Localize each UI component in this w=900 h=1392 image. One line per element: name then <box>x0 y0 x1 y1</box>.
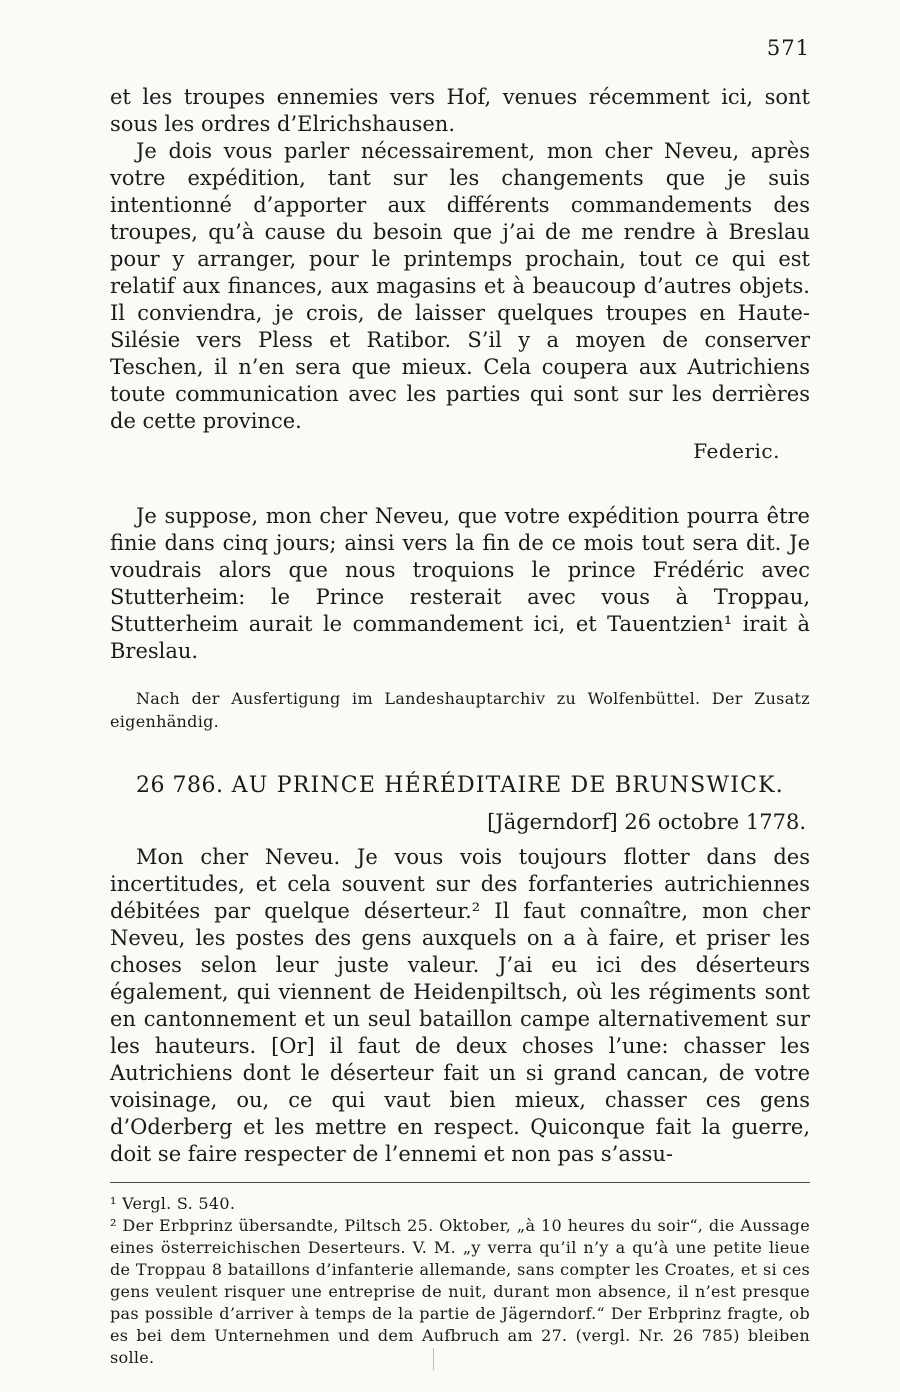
scan-mark <box>433 1348 434 1370</box>
dateline: [Jägerndorf] 26 octobre 1778. <box>487 810 806 834</box>
page-number: 571 <box>766 36 810 60</box>
letter2-body <box>110 844 810 1168</box>
document-number: 26 786. <box>135 773 224 798</box>
signature: Federic. <box>693 439 780 463</box>
footnotes <box>110 1193 810 1369</box>
letter2-paragraph: Mon cher Neveu. Je vous vois toujours flotter dans des incertitudes, et cela souvent sur des forfanteries autrichiennes débitées par quelque déserteur.² Il faut connaître, mon cher Neveu, les postes des gens auxquels on a à faire, et priser les choses selon leur juste valeur. J’ai eu ici des déserteurs également, qui viennent de Heidenpiltsch, où les régiments sont en cantonnement et un seul bataillon campe alternativement sur les hauteurs. [Or] il faut de deux choses l’une: chasser les Autrichiens dont le déserteur fait un si grand cancan, de votre voisinage, ou, ce qui vaut bien mieux, chasser ces gens d’Oderberg et les mettre en respect. Quiconque fait la guerre, doit se faire respecter de l’ennemi et non pas s’assu- <box>110 845 810 1166</box>
document-page <box>110 36 810 1369</box>
footnote-1: ¹ Vergl. S. 540. <box>110 1194 236 1213</box>
letter-body <box>110 84 810 435</box>
document-heading <box>110 773 810 798</box>
footnote-2: ² Der Erbprinz übersandte, Piltsch 25. Oktober, „à 10 heures du soir“, die Aussage eines österreichischen Deserteurs. V. M. „y verra qu’il n’y a qu’à une petite lieue de Troppau 8 bataillons d’infanterie allemande, sans compter les Croates, et si ces gens veulent risquer une entreprise de nuit, durant mon absence, il n’est presque pas possible d’arriver à temps de la partie de Jägerndorf.“ Der Erbprinz fragte, ob es bei dem Unternehmen und dem Aufbruch am 27. (vergl. Nr. 26 785) bleiben solle. <box>110 1216 810 1367</box>
postscript-block <box>110 503 810 665</box>
source-note: Nach der Ausfertigung im Landeshauptarchiv zu Wolfenbüttel. Der Zusatz eigenhändig. <box>110 689 810 731</box>
footnote-divider <box>110 1182 810 1183</box>
paragraph-continuation: et les troupes ennemies vers Hof, venues récemment ici, sont sous les ordres d’Elrichshausen. <box>110 85 810 136</box>
postscript-paragraph: Je suppose, mon cher Neveu, que votre expédition pourra être finie dans cinq jours; ainsi vers la fin de ce mois tout sera dit. Je voudrais alors que nous troquions le prince Frédéric avec Stutterheim: le Prince resterait avec vous à Troppau, Stutterheim aurait le commandement ici, et Tauentzien¹ irait à Breslau. <box>110 504 810 663</box>
paragraph-main: Je dois vous parler nécessairement, mon cher Neveu, après votre expédition, tant sur les changements que je suis intentionné d’apporter aux différents commandements des troupes, qu’à cause du besoin que j’ai de me rendre à Breslau pour y arranger, pour le printemps prochain, tout ce qui est relatif aux finances, aux magasins et à beaucoup d’autres objets. Il conviendra, je crois, de laisser quelques troupes en Haute-Silésie vers Pless et Ratibor. S’il y a moyen de conserver Teschen, il n’en sera que mieux. Cela coupera aux Autrichiens toute communication avec les parties qui sont sur les derrières de cette province. <box>110 139 810 433</box>
document-title: AU PRINCE HÉRÉDITAIRE DE BRUNSWICK. <box>231 773 785 798</box>
